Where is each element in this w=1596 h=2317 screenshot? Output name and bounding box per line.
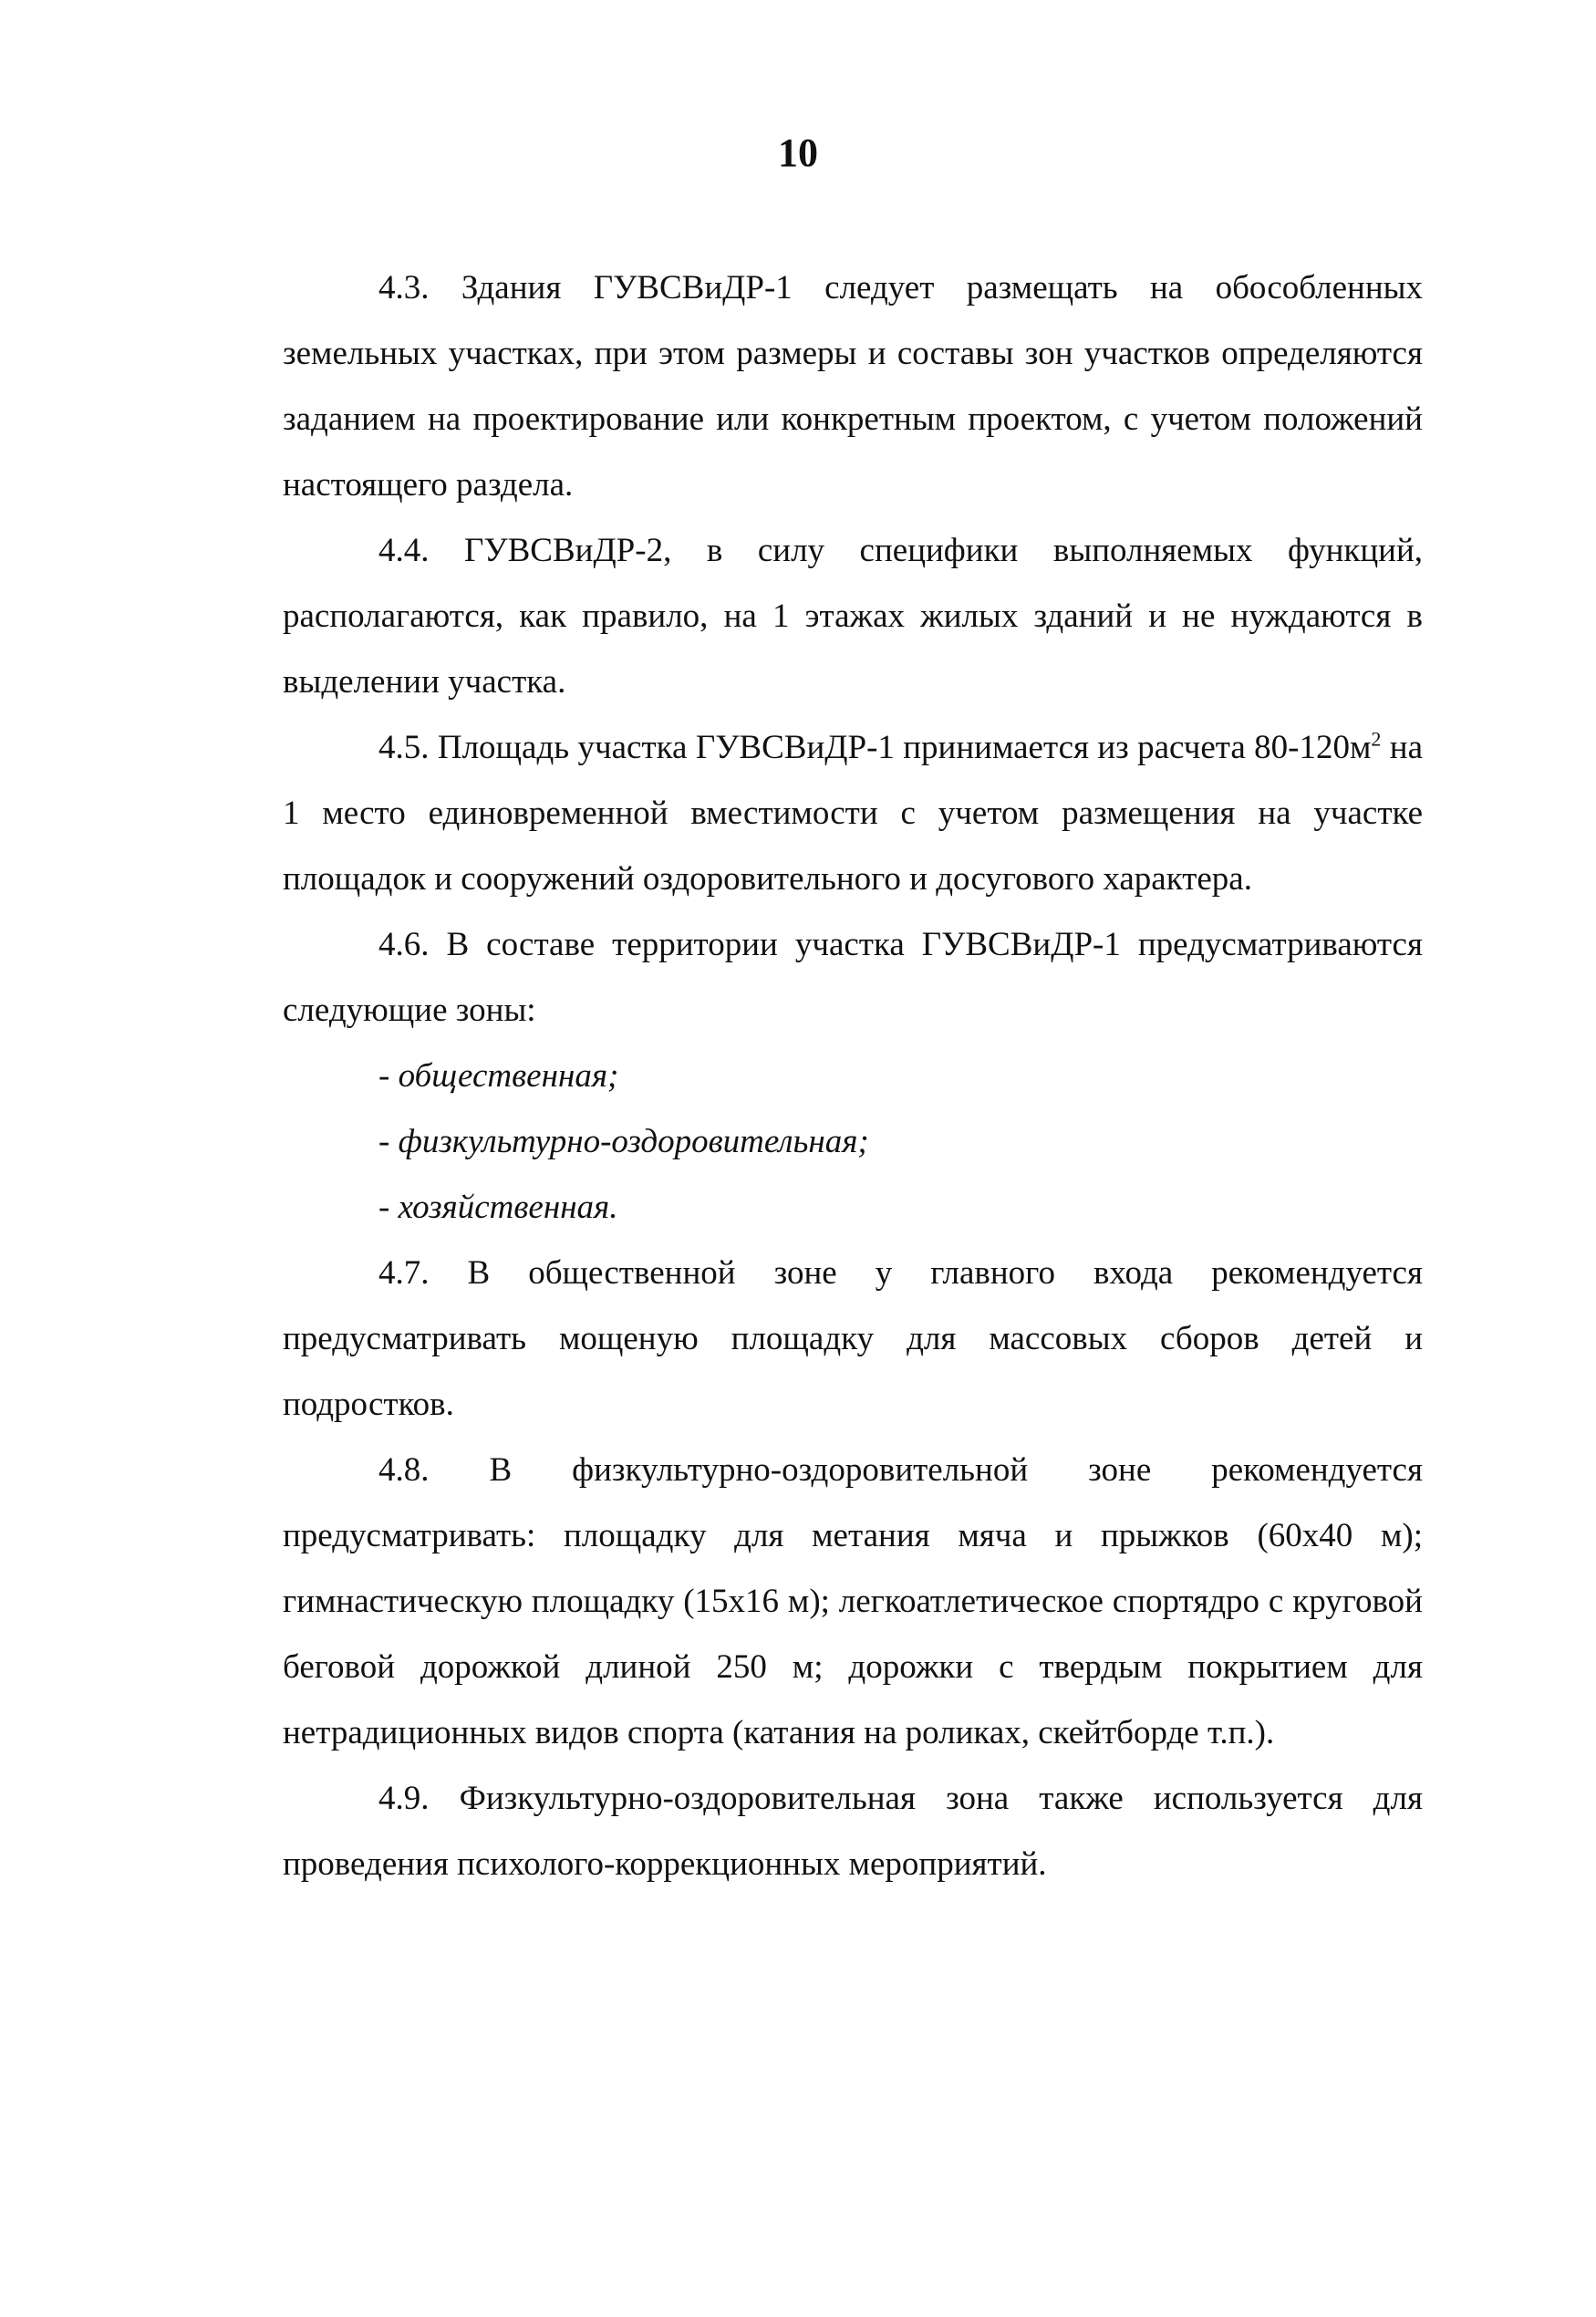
paragraph-4-5-text-start: 4.5. Площадь участка ГУВСВиДР-1 принимается из расчета 80-120м xyxy=(378,729,1372,766)
paragraph-4-5 xyxy=(283,715,1423,912)
zone-public: - общественная; xyxy=(378,1057,619,1095)
paragraph-4-8: 4.8. В физкультурно-оздоровительной зоне рекомендуется предусматривать: площадку для метания мяча и прыжков (60х40 м); гимнастическую площадку (15х16 м); легкоатлетическое спортядро с круговой беговой дорожкой длиной 250 м; дорожки с твердым покрытием для нетрадиционных видов спорта (катания на роликах, скейтборде т.п.). xyxy=(283,1451,1423,1751)
paragraph-4-5-text-end: на 1 место единовременной вместимости с учетом размещения на участке площадок и сооружений оздоровительного и досугового характера. xyxy=(283,729,1424,898)
page-number: 10 xyxy=(778,130,818,175)
paragraph-4-9: 4.9. Физкультурно-оздоровительная зона также используется для проведения психолого-коррекционных мероприятий. xyxy=(283,1780,1423,1883)
zones-list xyxy=(283,1044,1423,1241)
document-body xyxy=(283,255,1423,1897)
zone-utility: - хозяйственная. xyxy=(378,1189,618,1226)
zone-sports-health: - физкультурно-оздоровительная; xyxy=(378,1123,869,1160)
square-meter-superscript: 2 xyxy=(1371,727,1382,751)
paragraph-4-6: 4.6. В составе территории участка ГУВСВиДР-1 предусматриваются следующие зоны: xyxy=(283,926,1423,1029)
paragraph-4-4: 4.4. ГУВСВиДР-2, в силу специфики выполняемых функций, располагаются, как правило, на 1 этажах жилых зданий и не нуждаются в выделении участка. xyxy=(283,532,1423,701)
paragraph-4-7: 4.7. В общественной зоне у главного входа рекомендуется предусматривать мощеную площадку для массовых сборов детей и подростков. xyxy=(283,1254,1423,1423)
paragraph-4-3: 4.3. Здания ГУВСВиДР-1 следует размещать на обособленных земельных участках, при этом размеры и составы зон участков определяются заданием на проектирование или конкретным проектом, с учетом положений настоящего раздела. xyxy=(283,269,1423,504)
